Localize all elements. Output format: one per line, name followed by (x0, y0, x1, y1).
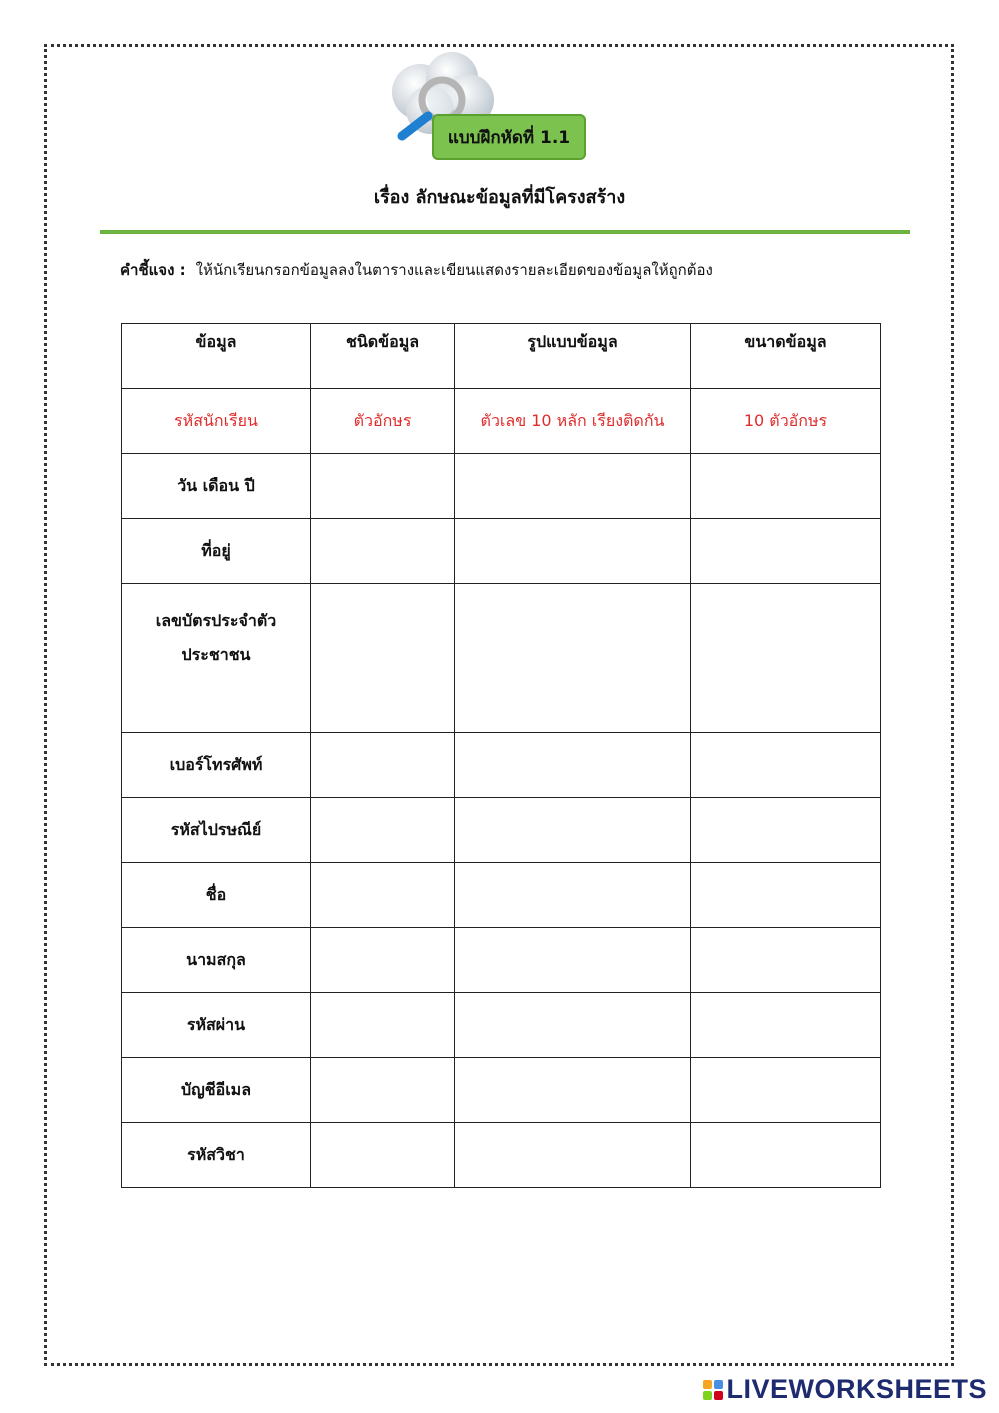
page-title: เรื่อง ลักษณะข้อมูลที่มีโครงสร้าง (373, 187, 626, 208)
row-label: รหัสไปรษณีย์ (122, 798, 311, 863)
type-answer-cell[interactable] (311, 584, 455, 733)
size-answer-cell[interactable] (691, 863, 881, 928)
row-label: รหัสวิชา (122, 1123, 311, 1188)
type-answer-cell[interactable] (311, 863, 455, 928)
example-data: รหัสนักเรียน (122, 389, 311, 454)
row-label (122, 584, 311, 733)
table-row (122, 519, 881, 584)
table-row (122, 584, 881, 733)
table-row (122, 1058, 881, 1123)
type-answer-cell[interactable] (311, 1123, 455, 1188)
example-format: ตัวเลข 10 หลัก เรียงติดกัน (455, 389, 691, 454)
type-answer-cell[interactable] (311, 993, 455, 1058)
format-answer-cell[interactable] (455, 584, 691, 733)
size-answer-cell[interactable] (691, 454, 881, 519)
instruction-text: ให้นักเรียนกรอกข้อมูลลงในตารางและเขียนแสดงรายละเอียดของข้อมูลให้ถูกต้อง (195, 261, 713, 279)
data-table (121, 323, 881, 1188)
size-answer-cell[interactable] (691, 798, 881, 863)
table-row (122, 798, 881, 863)
table-header-row (122, 324, 881, 389)
instruction-label: คำชี้แจง : (120, 261, 186, 279)
type-answer-cell[interactable] (311, 454, 455, 519)
size-answer-cell[interactable] (691, 1058, 881, 1123)
row-label: ชื่อ (122, 863, 311, 928)
table-row (122, 454, 881, 519)
row-label: นามสกุล (122, 928, 311, 993)
liveworksheets-blocks-icon (703, 1380, 723, 1400)
format-answer-cell[interactable] (455, 519, 691, 584)
type-answer-cell[interactable] (311, 1058, 455, 1123)
example-type: ตัวอักษร (311, 389, 455, 454)
format-answer-cell[interactable] (455, 863, 691, 928)
table-row (122, 928, 881, 993)
liveworksheets-brand-text: LIVEWORKSHEETS (726, 1374, 987, 1404)
header-data-type: ชนิดข้อมูล (311, 324, 455, 389)
example-size: 10 ตัวอักษร (691, 389, 881, 454)
size-answer-cell[interactable] (691, 993, 881, 1058)
format-answer-cell[interactable] (455, 1123, 691, 1188)
row-label: รหัสผ่าน (122, 993, 311, 1058)
instruction-line (120, 258, 713, 282)
table-row (122, 993, 881, 1058)
table-row-example (122, 389, 881, 454)
format-answer-cell[interactable] (455, 993, 691, 1058)
header-data-format: รูปแบบข้อมูล (455, 324, 691, 389)
type-answer-cell[interactable] (311, 519, 455, 584)
format-answer-cell[interactable] (455, 798, 691, 863)
liveworksheets-logo[interactable] (703, 1374, 987, 1405)
type-answer-cell[interactable] (311, 733, 455, 798)
row-label: เบอร์โทรศัพท์ (122, 733, 311, 798)
row-label: วัน เดือน ปี (122, 454, 311, 519)
format-answer-cell[interactable] (455, 733, 691, 798)
type-answer-cell[interactable] (311, 928, 455, 993)
format-answer-cell[interactable] (455, 928, 691, 993)
table-row (122, 733, 881, 798)
row-label: บัญชีอีเมล (122, 1058, 311, 1123)
row-label-line1: เลขบัตรประจำตัว (155, 611, 277, 630)
header-data: ข้อมูล (122, 324, 311, 389)
table-row (122, 863, 881, 928)
size-answer-cell[interactable] (691, 584, 881, 733)
format-answer-cell[interactable] (455, 454, 691, 519)
row-label: ที่อยู่ (122, 519, 311, 584)
type-answer-cell[interactable] (311, 798, 455, 863)
exercise-badge: แบบฝึกหัดที่ 1.1 (432, 114, 586, 160)
size-answer-cell[interactable] (691, 1123, 881, 1188)
format-answer-cell[interactable] (455, 1058, 691, 1123)
table-row (122, 1123, 881, 1188)
row-label-line2: ประชาชน (181, 645, 251, 664)
size-answer-cell[interactable] (691, 928, 881, 993)
size-answer-cell[interactable] (691, 519, 881, 584)
size-answer-cell[interactable] (691, 733, 881, 798)
title-divider (100, 230, 910, 234)
header-data-size: ขนาดข้อมูล (691, 324, 881, 389)
